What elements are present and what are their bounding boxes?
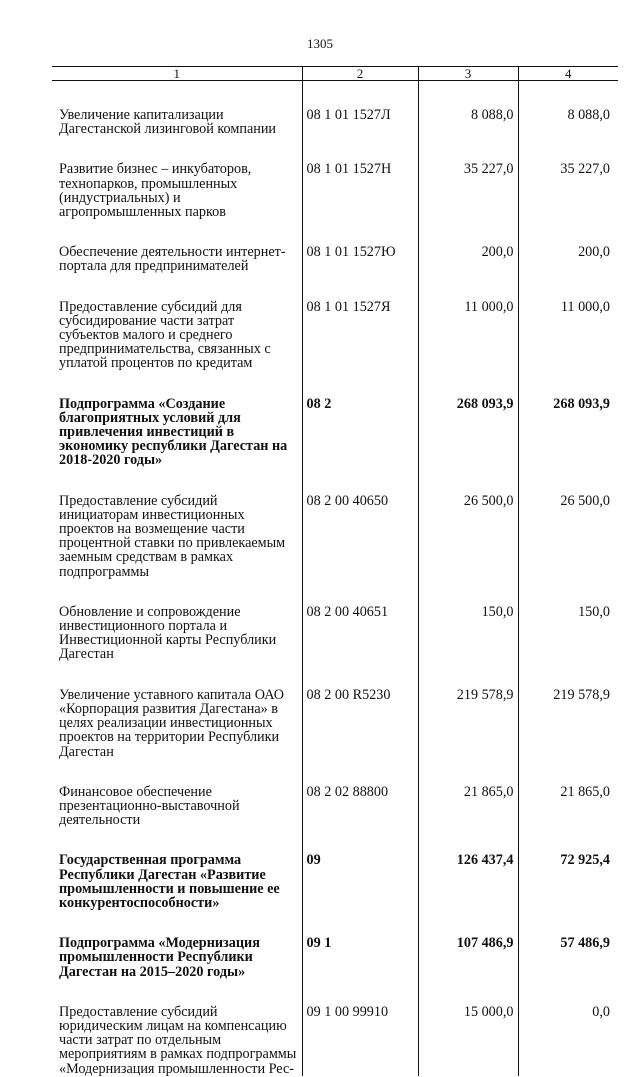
row-sum-1: 107 486,9 (418, 910, 518, 979)
row-sum-1: 21 865,0 (418, 759, 518, 828)
row-sum-2: 268 093,9 (518, 371, 618, 468)
row-sum-1: 126 437,4 (418, 827, 518, 910)
table-row (52, 662, 618, 759)
row-code: 09 (302, 827, 418, 910)
row-sum-1: 200,0 (418, 219, 518, 273)
row-name: Предоставление субсидий юридическим лицам на компенсацию части затрат по отдельным мероприятиям в рамках подпрограммы «Модернизация промышленности Рес- (59, 1003, 297, 1077)
table-body (52, 81, 618, 1076)
table-row-subprogram (52, 371, 618, 468)
row-sum-2: 72 925,4 (518, 827, 618, 910)
row-sum-1: 26 500,0 (418, 468, 518, 579)
row-code: 08 2 02 88800 (302, 759, 418, 828)
table-header (52, 67, 618, 81)
table-row (52, 274, 618, 371)
row-name: Обновление и сопровождение инвестиционного портала и Инвестиционной карты Республики Дагестан (59, 603, 277, 663)
row-sum-2: 57 486,9 (518, 910, 618, 979)
row-sum-2: 26 500,0 (518, 468, 618, 579)
row-sum-2: 21 865,0 (518, 759, 618, 828)
row-code: 08 2 00 40650 (302, 468, 418, 579)
row-code: 08 1 01 1527Ю (302, 219, 418, 273)
row-sum-2: 11 000,0 (518, 274, 618, 371)
row-name: Подпрограмма «Модернизация промышленности Республики Дагестан на 2015–2020 годы» (59, 935, 260, 980)
row-name: Предоставление субсидий инициаторам инвестиционных проектов на возмещение части процентной ставки по привлекаемым заемным средствам в рамках подпрограммы (59, 492, 286, 580)
row-name: Предоставление субсидий для субсидирование части затрат субъектов малого и среднего предпринимательства, связанных с уплатой процентов по кредитам (59, 298, 271, 372)
row-sum-1: 11 000,0 (418, 274, 518, 371)
row-code: 08 2 (302, 371, 418, 468)
row-sum-2: 35 227,0 (518, 136, 618, 219)
row-name: Увеличение капитализации Дагестанской лизинговой компании (59, 107, 277, 138)
table-row (52, 759, 618, 828)
row-sum-1: 8 088,0 (418, 81, 518, 137)
row-name: Развитие бизнес – инкубаторов, технопарков, промышленных (индустриальных) и агропромышленных парков (59, 161, 252, 221)
budget-table (52, 66, 618, 1076)
table-row (52, 979, 618, 1076)
row-sum-2: 219 578,9 (518, 662, 618, 759)
row-sum-1: 219 578,9 (418, 662, 518, 759)
table-row (52, 579, 618, 662)
row-code: 08 2 00 40651 (302, 579, 418, 662)
column-header-4: 4 (518, 67, 618, 81)
row-name: Государственная программа Республики Дагестан «Развитие промышленности и повышение ее конкурентоспособности» (59, 852, 280, 911)
row-code: 08 1 01 1527Я (302, 274, 418, 371)
row-name: Подпрограмма «Создание благоприятных условий для привлечения инвестиций в экономику республики Дагестан на 2018-2020 годы» (59, 395, 288, 469)
row-sum-1: 268 093,9 (418, 371, 518, 468)
row-code: 08 1 01 1527Л (302, 81, 418, 137)
row-name: Финансовое обеспечение презентационно-выставочной деятельности (59, 783, 240, 829)
column-header-2: 2 (302, 67, 418, 81)
row-sum-2: 200,0 (518, 219, 618, 273)
row-sum-1: 35 227,0 (418, 136, 518, 219)
row-name: Обеспечение деятельности интернет-портала для предпринимателей (59, 244, 286, 275)
column-header-1: 1 (52, 67, 302, 81)
row-code: 08 1 01 1527Н (302, 136, 418, 219)
row-name: Увеличение уставного капитала ОАО «Корпорация развития Дагестана» в целях реализации инвестиционных проектов на территории Республики Дагестан (59, 686, 285, 760)
table-row (52, 81, 618, 137)
table-row-subprogram (52, 910, 618, 979)
row-sum-2: 150,0 (518, 579, 618, 662)
row-sum-2: 0,0 (518, 979, 618, 1076)
column-header-3: 3 (418, 67, 518, 81)
table-row (52, 219, 618, 273)
row-code: 08 2 00 R5230 (302, 662, 418, 759)
page-number: 1305 (307, 36, 333, 51)
row-code: 09 1 (302, 910, 418, 979)
row-sum-1: 150,0 (418, 579, 518, 662)
table-row (52, 136, 618, 219)
table-row (52, 468, 618, 579)
table-row-program (52, 827, 618, 910)
row-code: 09 1 00 99910 (302, 979, 418, 1076)
row-sum-2: 8 088,0 (518, 81, 618, 137)
row-sum-1: 15 000,0 (418, 979, 518, 1076)
